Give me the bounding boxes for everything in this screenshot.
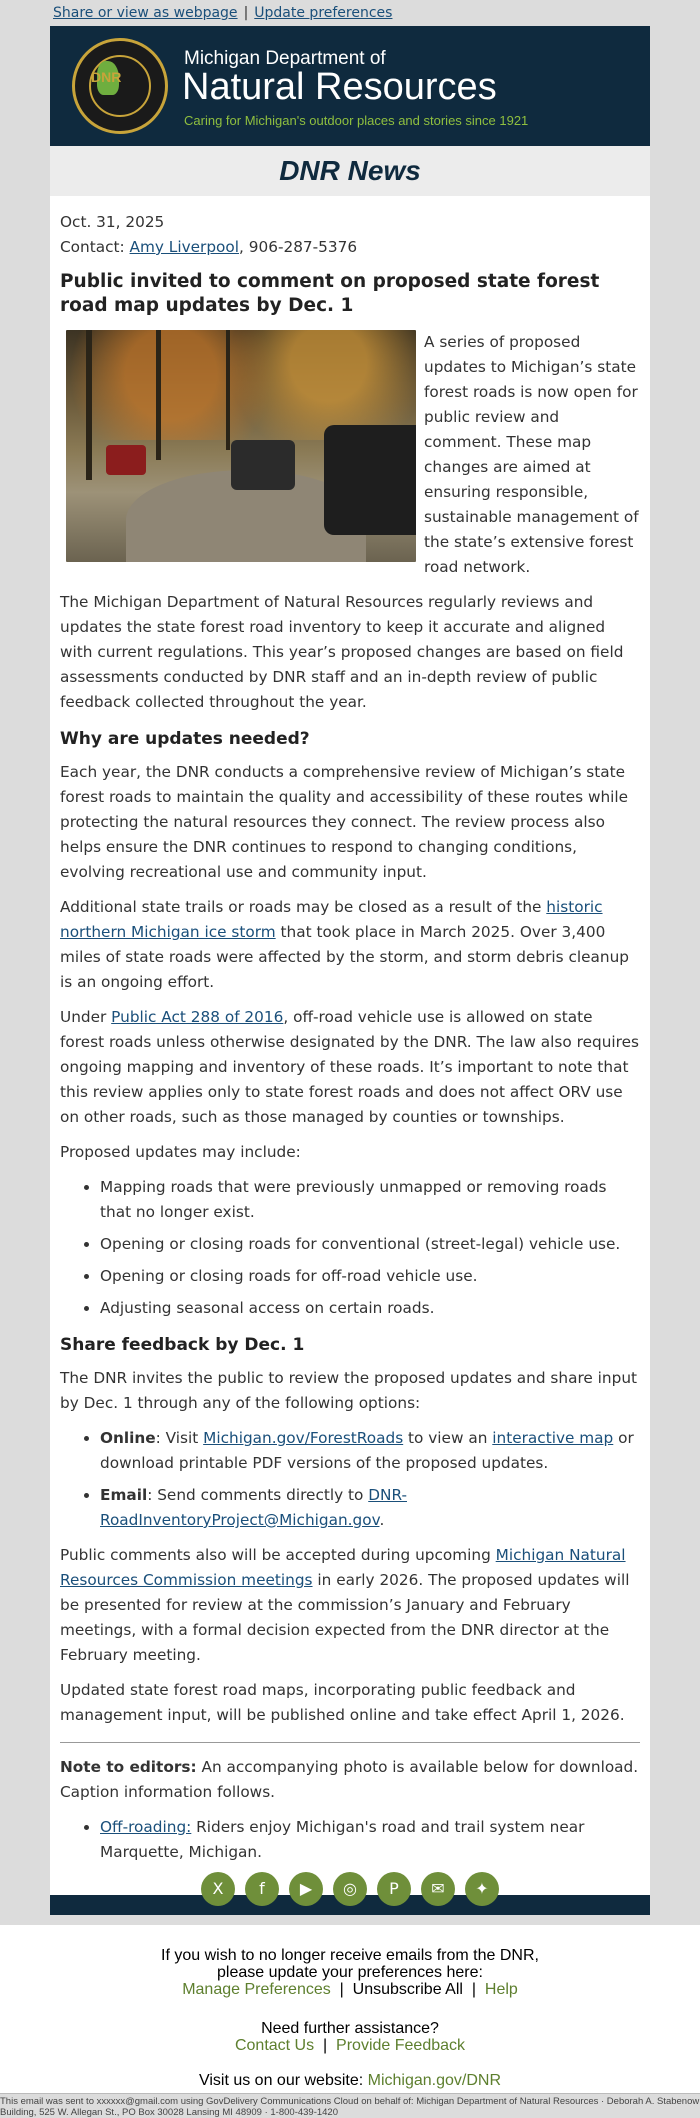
list-item: • Mapping roads that were previously unmapped or removing roads that no longer exist. — [100, 1175, 640, 1225]
commission-meetings-link[interactable]: Michigan Natural Resources Commission meetings — [60, 1546, 626, 1589]
youtube-icon[interactable]: ▶ — [289, 1872, 323, 1906]
legal-text: This email was sent to xxxxxx@gmail.com using GovDelivery Communications Cloud on behalf of: Michigan Department of Natural Resources · Deborah A. Stabenow Building, 525 W. Allegan St., PO Box 30028 Lansing MI 48909 · 1-800-439-1420 — [0, 2093, 700, 2118]
feedback-options-list — [60, 1426, 640, 1533]
header-tagline: Caring for Michigan's outdoor places and stories since 1921 — [184, 113, 529, 128]
divider — [60, 1742, 640, 1743]
dnr-icon[interactable]: ✦ — [465, 1872, 499, 1906]
unsubscribe-all-link[interactable]: Unsubscribe All — [352, 1981, 463, 1998]
dnr-seal-icon: DNR — [72, 38, 168, 134]
list-item: • Online: Visit Michigan.gov/ForestRoads to view an interactive map or download printable PDF versions of the proposed updates. — [100, 1426, 640, 1476]
share-link[interactable]: Share or view as webpage — [53, 5, 238, 21]
unsubscribe-text: If you wish to no longer receive emails from the DNR, — [161, 1947, 539, 1964]
section-heading-why: Why are updates needed? — [60, 729, 310, 749]
help-link[interactable]: Help — [484, 1981, 518, 1998]
header-title: Natural Resources — [182, 66, 497, 108]
facebook-icon[interactable]: f — [245, 1872, 279, 1906]
updates-list — [60, 1175, 640, 1321]
paragraph: Updated state forest road maps, incorporating public feedback and management input, will be published online and take effect April 1, 2026. — [60, 1681, 625, 1724]
top-links — [0, 0, 700, 26]
caption-list — [60, 1815, 640, 1865]
header-banner — [50, 26, 650, 146]
contact-us-link[interactable]: Contact Us — [234, 2037, 315, 2054]
forest-roads-link[interactable]: Michigan.gov/ForestRoads — [203, 1429, 404, 1447]
pinterest-icon[interactable]: P — [377, 1872, 411, 1906]
separator: | — [243, 5, 249, 21]
paragraph: Under Public Act 288 of 2016, off-road vehicle use is allowed on state forest roads unless otherwise designated by the DNR. The law also requires ongoing mapping and inventory of these roads. It’s important to note that this review applies only to state forest roads and does not affect ORV use on other roads, such as those managed by counties or townships. — [60, 1008, 639, 1126]
paragraph: Public comments also will be accepted during upcoming Michigan Natural Resources Commission meetings in early 2026. The proposed updates will be presented for review at the commission’s January and February meetings, with a formal decision expected from the DNR director at the February meeting. — [60, 1546, 630, 1664]
paragraph: Proposed updates may include: — [60, 1143, 301, 1161]
section-heading-share: Share feedback by Dec. 1 — [60, 1335, 305, 1355]
email-link[interactable]: DNR-RoadInventoryProject@Michigan.gov — [100, 1486, 407, 1529]
paragraph: Additional state trails or roads may be closed as a result of the historic northern Michigan ice storm that took place in March 2025. Over 3,400 miles of state roads were affected by the storm, and storm debris cleanup is an ongoing effort. — [60, 898, 630, 991]
footer: If you wish to no longer receive emails from the DNR, please update your preferences here: Manage Preferences | Unsubscribe All | Help Need further assistance? Contact Us | Provide Feedback Visit us on our website: Michigan.gov/DNR — [0, 1925, 700, 2105]
paragraph: The Michigan Department of Natural Resources regularly reviews and updates the state forest road inventory to keep it accurate and aligned with current regulations. This year’s proposed changes are based on field assessments conducted by DNR staff and an in-depth review of public feedback collected throughout the year. — [60, 593, 624, 711]
email-icon[interactable]: ✉ — [421, 1872, 455, 1906]
website-link[interactable]: Michigan.gov/DNR — [367, 2072, 502, 2089]
list-item: • Adjusting seasonal access on certain roads. — [100, 1296, 640, 1321]
x-icon[interactable]: X — [201, 1872, 235, 1906]
update-preferences-link[interactable]: Update preferences — [254, 5, 393, 21]
public-act-link[interactable]: Public Act 288 of 2016 — [111, 1008, 284, 1026]
list-item: • Email: Send comments directly to DNR-RoadInventoryProject@Michigan.gov. — [100, 1483, 640, 1533]
news-title: DNR News — [279, 155, 421, 186]
off-roading-photo-link[interactable]: Off-roading: — [100, 1818, 192, 1836]
headline: Public invited to comment on proposed state forest road map updates by Dec. 1 — [60, 271, 600, 316]
ice-storm-link[interactable]: historic northern Michigan ice storm — [60, 898, 603, 941]
visit-text: Visit us on our website: — [198, 2072, 368, 2089]
list-item: • Off-roading: Riders enjoy Michigan's road and trail system near Marquette, Michigan. — [100, 1815, 640, 1865]
contact-line: Contact: Amy Liverpool, 906-287-5376 — [60, 238, 358, 256]
unsubscribe-text: please update your preferences here: — [217, 1964, 483, 1981]
list-item: • Opening or closing roads for conventional (street-legal) vehicle use. — [100, 1232, 640, 1257]
list-item: • Opening or closing roads for off-road vehicle use. — [100, 1264, 640, 1289]
contact-link[interactable]: Amy Liverpool — [129, 238, 240, 256]
header-subtitle: Michigan Department of — [184, 48, 386, 69]
social-icons — [0, 1872, 700, 1906]
paragraph: The DNR invites the public to review the proposed updates and share input by Dec. 1 through any of the following options: — [60, 1369, 638, 1412]
email-body — [50, 26, 650, 1915]
date: Oct. 31, 2025 — [60, 213, 165, 231]
article — [50, 196, 650, 1895]
manage-preferences-link[interactable]: Manage Preferences — [182, 1981, 331, 1998]
news-banner — [50, 146, 650, 196]
instagram-icon[interactable]: ◎ — [333, 1872, 367, 1906]
assistance-text: Need further assistance? — [261, 2020, 439, 2037]
note-to-editors: Note to editors: An accompanying photo is available below for download. Caption information follows. — [60, 1758, 639, 1801]
paragraph: A series of proposed updates to Michigan’s state forest roads is now open for public review and comment. These map changes are aimed at ensuring responsible, sustainable management of the state’s extensive forest road network. — [424, 333, 639, 576]
paragraph: Each year, the DNR conducts a comprehensive review of Michigan’s state forest roads to maintain the quality and accessibility of these routes while protecting the natural resources they connect. The review process also helps ensure the DNR continues to respond to changing conditions, evolving recreational use and community input. — [60, 763, 629, 881]
interactive-map-link[interactable]: interactive map — [492, 1429, 614, 1447]
off-roading-photo — [66, 330, 416, 562]
provide-feedback-link[interactable]: Provide Feedback — [336, 2037, 466, 2054]
